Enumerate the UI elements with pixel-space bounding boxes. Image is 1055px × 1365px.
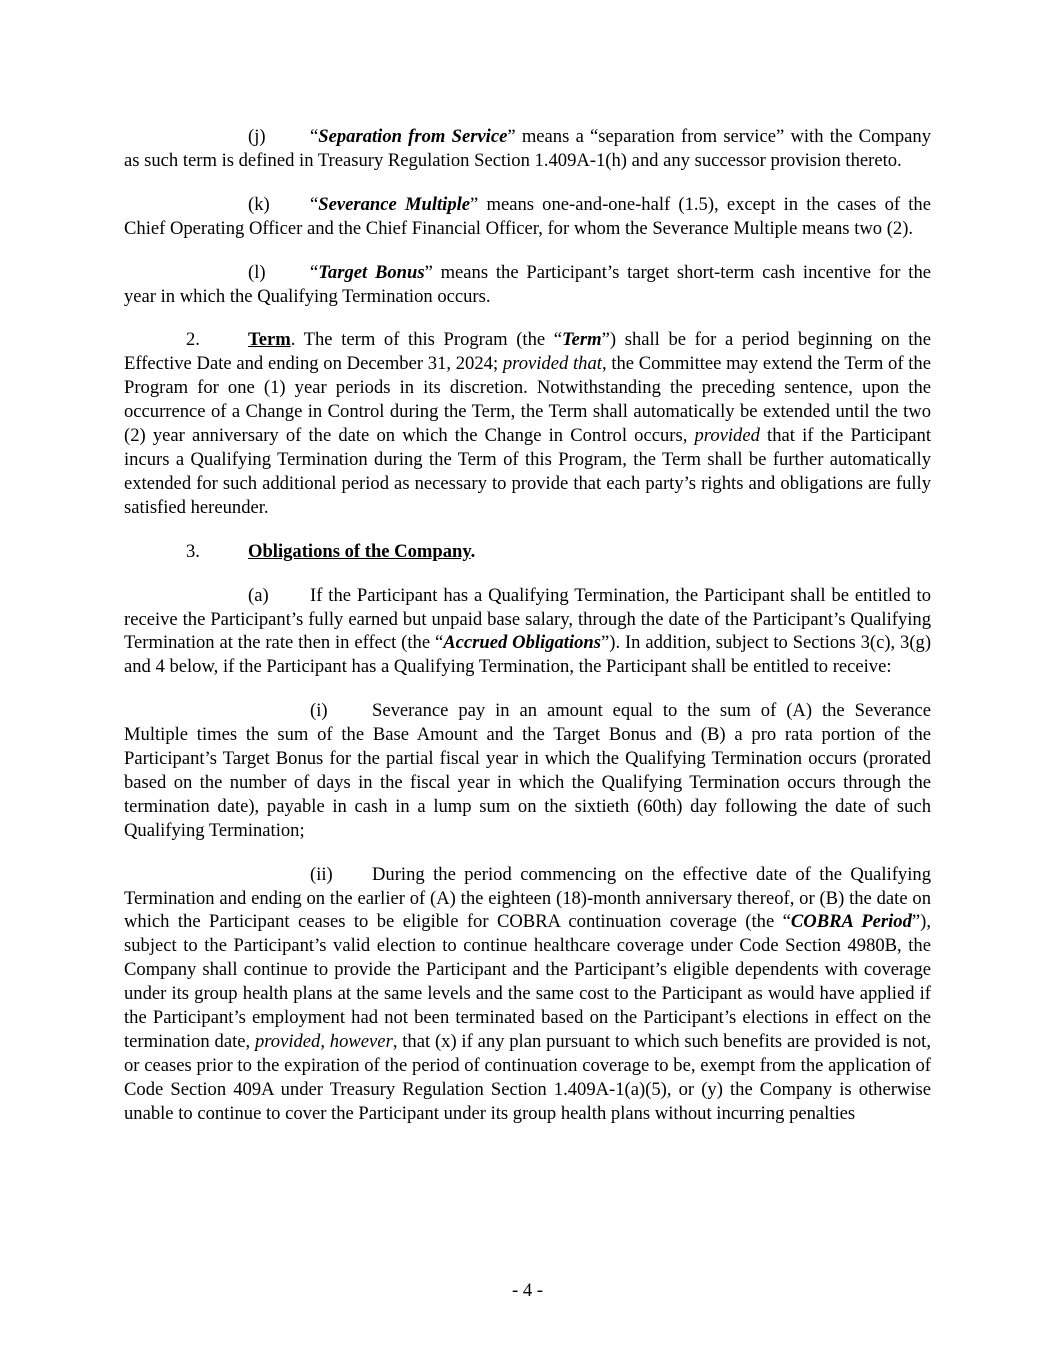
item-label: (l) <box>248 261 266 283</box>
paragraph-text: Severance pay in an amount equal to the sum of (A) the Severance Multiple times the sum of the Base Amount and the Target Bonus and (B) a pro rata portion of the Participant’s Target Bonus for the partial fiscal year in which the Qualifying Termination occurs (prorated based on the number of days in the fiscal year in which the Qualifying Termination occurs through the termination date), payable in cash in a lump sum on the sixtieth (60th) day following the date of such Qualifying Termination; <box>124 700 931 841</box>
definition-severance-multiple <box>124 193 931 241</box>
paragraph-ii <box>124 863 931 1126</box>
definition-text: ” means one-and-one-half (1.5), except in the cases of the Chief Operating Officer and the Chief Financial Officer, for whom the Severance Multiple means two (2). <box>124 193 931 239</box>
paragraph-i <box>124 699 931 842</box>
section-obligations-heading <box>124 540 931 564</box>
section-heading: Obligations of the Company <box>248 540 471 562</box>
defined-term: Severance Multiple <box>318 193 471 215</box>
paragraph-text: ”), subject to the Participant’s valid election to continue healthcare coverage under Code Section 4980B, the Company shall continue to provide the Participant and the Participant’s eligible dependents with coverage under its group health plans at the same levels and the same cost to the Participant as would have applied if the Participant’s employment had not been terminated based on the Participant’s elections in effect on the termination date, <box>124 911 931 1052</box>
section-text: . The term of this Program (the “ <box>290 329 563 351</box>
paragraph-text: During the period commencing on the effective date of the Qualifying Termination and ending on the earlier of (A) the eighteen (18)-month anniversary thereof, or (B) the date on which the Participant ceases to be eligible for COBRA continuation coverage (the “ <box>124 863 931 933</box>
defined-term: Separation from Service <box>318 126 508 147</box>
section-number: 2. <box>186 329 200 351</box>
definition-text: ” means the Participant’s target short-term cash incentive for the year in which the Qualifying Termination occurs. <box>124 261 931 307</box>
paragraph-text: , that (x) if any plan pursuant to which such benefits are provided is not, or ceases prior to the expiration of the period of continuation coverage to be, exempt from the application of Code Section 409A under Treasury Regulation Section 1.409A-1(a)(5), or (y) the Company is otherwise unable to continue to cover the Participant under its group health plans without incurring penalties <box>124 1031 931 1124</box>
open-quote: “ <box>310 261 319 283</box>
defined-term: Target Bonus <box>318 261 425 283</box>
item-label: (j) <box>248 126 266 147</box>
section-number: 3. <box>186 540 200 562</box>
italic-text: provided that <box>502 353 602 375</box>
section-term <box>124 328 931 519</box>
definition-separation-from-service <box>124 125 931 173</box>
defined-term: COBRA Period <box>790 911 912 933</box>
item-label: (i) <box>310 700 328 722</box>
definition-text: ” means a “separation from service” with the Company as such term is defined in Treasury Regulation Section 1.409A-1(h) and any successor provision thereto. <box>124 126 931 171</box>
page-number: - 4 - <box>512 1280 543 1301</box>
item-label: (k) <box>248 193 270 215</box>
paragraph-text: If the Participant has a Qualifying Termination, the Participant shall be entitled to receive the Participant’s fully earned but unpaid base salary, through the date of the Participant’s Qualifying Termination at the rate then in effect (the “ <box>124 584 931 654</box>
italic-text: provided, however <box>254 1031 393 1052</box>
item-label: (a) <box>248 584 269 606</box>
defined-term: Accrued Obligations <box>443 632 602 654</box>
open-quote: “ <box>310 193 319 215</box>
section-heading: Term <box>248 329 291 351</box>
section-text: ”) shall be for a period beginning on the Effective Date and ending on December 31, 2024; <box>124 329 931 375</box>
italic-text: provided <box>694 425 760 447</box>
defined-term: Term <box>562 329 602 351</box>
item-label: (ii) <box>310 863 333 885</box>
paragraph-text: ”). In addition, subject to Sections 3(c), 3(g) and 4 below, if the Participant has a Qualifying Termination, the Participant shall be entitled to receive: <box>124 632 932 678</box>
heading-period: . <box>470 540 476 562</box>
document-page <box>124 125 931 1146</box>
paragraph-a <box>124 584 931 680</box>
section-text: that if the Participant incurs a Qualifying Termination during the Term of this Program, the Term shall be further automatically extended for such additional period as necessary to provide that each party’s rights and obligations are fully satisfied hereunder. <box>124 425 931 518</box>
definition-target-bonus <box>124 261 931 309</box>
section-text: , the Committee may extend the Term of the Program for one (1) year periods in its discretion. Notwithstanding the preceding sentence, upon the occurrence of a Change in Control during the Term, the Term shall automatically be extended until the two (2) year anniversary of the date on which the Change in Control occurs, <box>124 353 931 447</box>
open-quote: “ <box>310 126 319 147</box>
